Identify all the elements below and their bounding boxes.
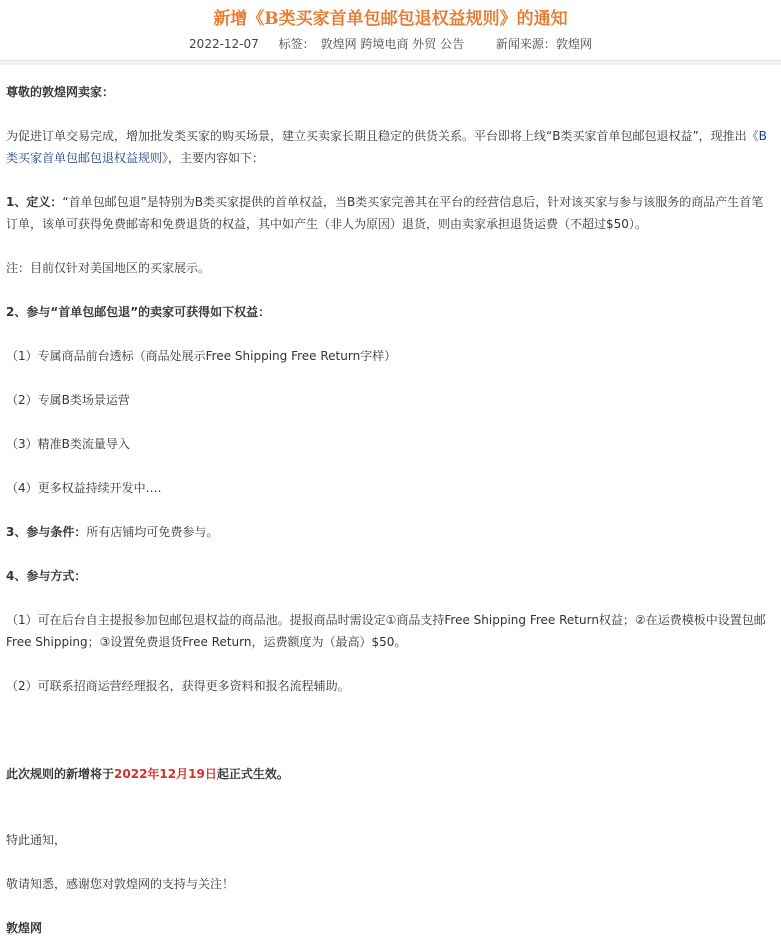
page-title: 新增《B类买家首单包邮包退权益规则》的通知 xyxy=(213,9,568,29)
signature: 敦煌网 xyxy=(6,921,43,935)
closing-thanks: 敬请知悉，感谢您对敦煌网的支持与关注！ xyxy=(6,877,235,891)
article-body xyxy=(0,65,781,939)
definition-paragraph xyxy=(6,191,775,235)
tags[interactable]: 敦煌网 跨境电商 外贸 公告 xyxy=(320,37,465,51)
publish-date: 2022-12-07 xyxy=(189,37,259,51)
benefits-heading: 2、参与“首单包邮包退”的卖家可获得如下权益： xyxy=(6,305,271,319)
source: 敦煌网 xyxy=(555,37,592,51)
tags-label: 标签： xyxy=(278,37,315,51)
conditions-paragraph xyxy=(6,521,775,543)
article-meta xyxy=(0,36,781,52)
source-label: 新闻来源： xyxy=(495,37,556,51)
method-item: （1）可在后台自主提报参加包邮包退权益的商品池。提报商品时需设定①商品支持Free Shipping Free Return权益；②在运费模板中设置包邮Free Shipping；③设置免费退货Free Return，运费额度为（最高）$50。 xyxy=(6,613,766,649)
greeting: 尊敬的敦煌网卖家： xyxy=(6,85,115,99)
effective-date: 2022年12月19日 xyxy=(114,767,217,781)
method-item: （2）可联系招商运营经理报名，获得更多资料和报名流程辅助。 xyxy=(6,679,350,693)
conditions-text: 所有店铺均可免费参与。 xyxy=(86,525,219,539)
note: 注：目前仅针对美国地区的买家展示。 xyxy=(6,261,211,275)
benefit-item: （3）精准B类流量导入 xyxy=(6,437,130,451)
intro-paragraph xyxy=(6,125,775,169)
definition-label: 1、定义： xyxy=(6,195,63,209)
definition-text: “首单包邮包退”是特别为B类买家提供的首单权益，当B类买家完善其在平台的经营信息后，针对该买家与参与该服务的商品产生首笔订单，该单可获得免费邮寄和免费退货的权益，其中如产生（非人为原因）退货，则由卖家承担退货运费（不超过$50）。 xyxy=(6,195,764,231)
article-header xyxy=(0,0,781,65)
rules-link[interactable]: B类买家首单包邮包退权益规则 xyxy=(6,129,767,165)
intro-text-2: 》，主要内容如下： xyxy=(162,151,265,165)
intro-text-1: 为促进订单交易完成，增加批发类买家的购买场景，建立买卖家长期且稳定的供货关系。平台即将上线“B类买家首单包邮包退权益”，现推出《 xyxy=(6,129,759,143)
effective-prefix: 此次规则的新增将于 xyxy=(6,767,115,781)
benefit-item: （2）专属B类场景运营 xyxy=(6,393,130,407)
conditions-label: 3、参与条件： xyxy=(6,525,87,539)
method-heading: 4、参与方式： xyxy=(6,569,87,583)
benefit-item: （1）专属商品前台透标（商品处展示Free Shipping Free Return字样） xyxy=(6,349,397,363)
closing-notice: 特此通知， xyxy=(6,833,67,847)
effective-date-paragraph xyxy=(6,763,775,785)
benefit-item: （4）更多权益持续开发中…. xyxy=(6,481,162,495)
effective-suffix: 起正式生效。 xyxy=(216,767,289,781)
